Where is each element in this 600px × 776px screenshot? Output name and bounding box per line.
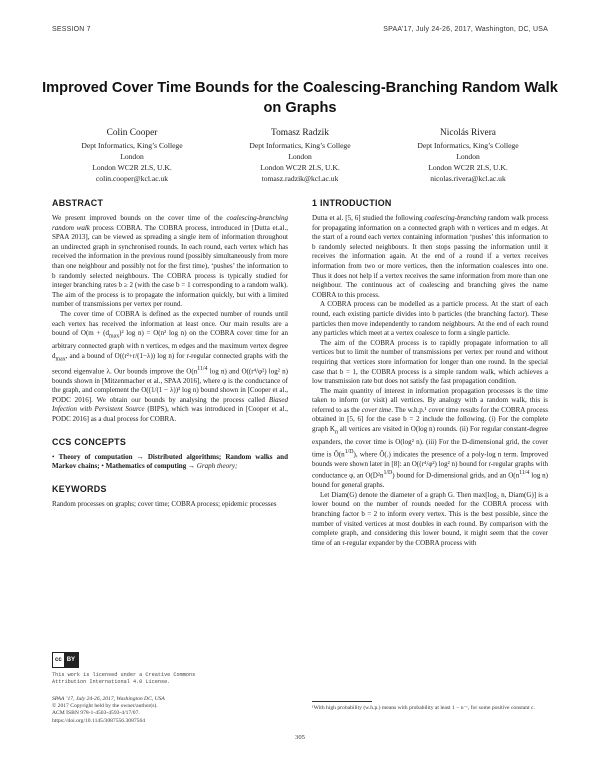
introduction-heading: 1 INTRODUCTION <box>312 198 392 208</box>
paper-title: Improved Cover Time Bounds for the Coalescing-Branching Random Walk on Graphs <box>42 80 558 116</box>
author-name: Tomasz Radzik <box>271 128 329 138</box>
intro-paragraph-2: A COBRA process can be modelled as a particle process. At the start of each round, each existing particle divides into b particles (the branching factor). These particles then move independently to random neighbours. At the end of each round any particles which meet at a vertex coalesce to form a single particle. <box>312 300 548 338</box>
keywords-text: Random processes on graphs; cover time; COBRA process; epidemic processes <box>52 499 277 508</box>
keywords-heading: KEYWORDS <box>52 483 107 494</box>
footnote-rule <box>312 701 372 702</box>
author-email[interactable]: colin.cooper@kcl.ac.uk <box>95 173 169 183</box>
author-email[interactable]: nicolas.rivera@kcl.ac.uk <box>430 173 506 183</box>
author-dept: Dept Informatics, King’s College <box>249 141 351 150</box>
author-1 <box>52 127 212 185</box>
cc-by-logo[interactable]: cc BY <box>52 652 79 668</box>
author-dept: Dept Informatics, King’s College <box>81 141 183 150</box>
left-column <box>52 198 288 509</box>
footnote: ¹With high probability (w.h.p.) means with probability at least 1 − n⁻ᶜ, for some positive constant c. <box>312 705 535 711</box>
author-3 <box>388 127 548 185</box>
abstract-paragraph-2: The cover time of COBRA is defined as the expected number of rounds until each vertex has received the information at least once. Our main results are a bound of $O(m + (d_{max})^2$ log n) = O(n² log n) on the COBRA cover time for an arbitrary connected graph with n vertices, m edges and the maximum vertex degree $d_{max}$, and a bound of O((r²+r/(1−λ)) log n) for r-regular connected graphs with the second eigenvalue λ. Our bounds improve the $O(n^{11/4}$ log n) and O((r⁴/φ²) log² n) bounds shown in [Mitzenmacher et al., SPAA 2016], where φ is the conductance of the graph, and complement the O((1/(1 − λ))³ log n) bound shown in [Cooper et al., PODC 2016]. We obtain our bounds by analysing the process called Biased Infection with Persistent Source (BIPS), which was introduced in [Cooper et al., PODC 2016] as a dual process for COBRA. <box>52 309 288 424</box>
author-city: London <box>456 151 480 161</box>
doi-link[interactable]: https://doi.org/10.1145/3087556.3087564 <box>52 717 146 724</box>
license-text: This work is licensed under a Creative Commons Attribution International 4.0 License. <box>52 672 196 685</box>
running-header-venue: SPAA’17, July 24-26, 2017, Washington, DC, USA <box>383 26 548 33</box>
author-name: Nicolás Rivera <box>440 128 496 138</box>
ccs-heading: CCS CONCEPTS <box>52 436 127 447</box>
copyright-block: SPAA ’17, July 24-26, 2017, Washington DC, USA © 2017 Copyright held by the owner/author(s). ACM ISBN 978-1-4503-4593-4/17/07. https://doi.org/10.1145/3087556.3087564 <box>52 696 288 725</box>
abstract-paragraph-1: We present improved bounds on the cover time of the coalescing-branching random walk process COBRA. The COBRA process, introduced in [Dutta et.al., SPAA 2013], can be viewed as spreading a single item of information throughout an undirected graph in synchronised rounds. In each round, each vertex which has received the information in the previous round (possibly simultaneously from more than one neighbour and possibly not for the first time), ‘pushes’ the information to b randomly selected neighbours. The COBRA process is typically studied for integer branching rates b ≥ 2 (with the case b = 1 corresponding to a random walk). The aim of the process is to propagate the information quickly, but with a limited number of transmissions per vertex per round. <box>52 214 289 309</box>
license-block <box>52 648 288 725</box>
intro-paragraph-1: Dutta et al. [5, 6] studied the following coalescing-branching random walk process for propagating information on a connected graph with n vertices and m edges. At the start of a round each vertex containing information ‘pushes’ this information to b randomly selected neighbours. It then stops passing the information until it receives the information again. At the end of a round if a vertex receives information from two or more vertices, then the information coalesces into one. Thus it does not help if a vertex receives the same information from more than one neighbour. The continuous act of coalescing and branching gives the name COBRA to this process. <box>312 214 548 299</box>
intro-paragraph-4: The main quantity of interest in information propagation processes is the time taken to inform (or visit) all vertices. By analogy with a random walk, this is referred to as the cover time. The w.h.p.¹ cover time results for the COBRA process obtained in [5, 6] for the case b = 2 include the following. (i) For the complete graph $K_n$ all vertices are visited in O(log n) rounds. (ii) For regular constant-degree expanders, the cover time is O(log² n). (iii) For the D-dimensional grid, the cover time is $Õ(n^{1/D})$, where Õ(.) indicates the presence of a poly-log n term. Improved bounds were shown later in [8]: an O((r⁴/φ²) log² n) bound for r-regular graphs with conductance φ, an $O(D^2n^{1/D})$ bound for D-dimensional grids, and an $O(n^{11/4}$ log n) bound for general graphs. <box>312 386 548 490</box>
abstract-heading: ABSTRACT <box>52 198 104 208</box>
intro-paragraph-5: Let Diam(G) denote the diameter of a graph G. Then max[log₂ n, Diam(G)] is a lower bound on the number of rounds needed for the COBRA process with branching factor b = 2 to inform every vertex. This is the best possible, since the number of visited vertices at most doubles in each round. By comparison with the complete graph, and considering this lower bound, it might seem that the cover time of an r-regular expander by the COBRA process with <box>312 490 548 547</box>
ccs-concepts: • Theory of computation → Distributed algorithms; Random walks and Markov chains; • Mathematics of computing → Graph theory; <box>52 452 288 471</box>
intro-paragraph-3: The aim of the COBRA process is to rapidly propagate information to all vertices but to limit the number of transmissions per vertex per round and without requiring that vertices store information for longer than one round. In the special case that b = 1, the COBRA process is a simple random walk, which achieves a low transmission rate but does not satisfy the fast propagation condition. <box>312 338 548 386</box>
right-column <box>312 198 548 548</box>
author-name: Colin Cooper <box>106 128 158 138</box>
author-postcode: London WC2R 2LS, U.K. <box>260 162 340 172</box>
author-city: London <box>288 151 312 161</box>
author-postcode: London WC2R 2LS, U.K. <box>92 162 172 172</box>
author-dept: Dept Informatics, King’s College <box>417 141 519 150</box>
author-postcode: London WC2R 2LS, U.K. <box>428 162 508 172</box>
author-city: London <box>120 151 144 161</box>
author-block <box>52 127 548 185</box>
author-2 <box>220 127 380 185</box>
author-email[interactable]: tomasz.radzik@kcl.ac.uk <box>261 173 339 183</box>
page-number: 305 <box>295 734 305 741</box>
running-header-session: SESSION 7 <box>52 26 91 33</box>
